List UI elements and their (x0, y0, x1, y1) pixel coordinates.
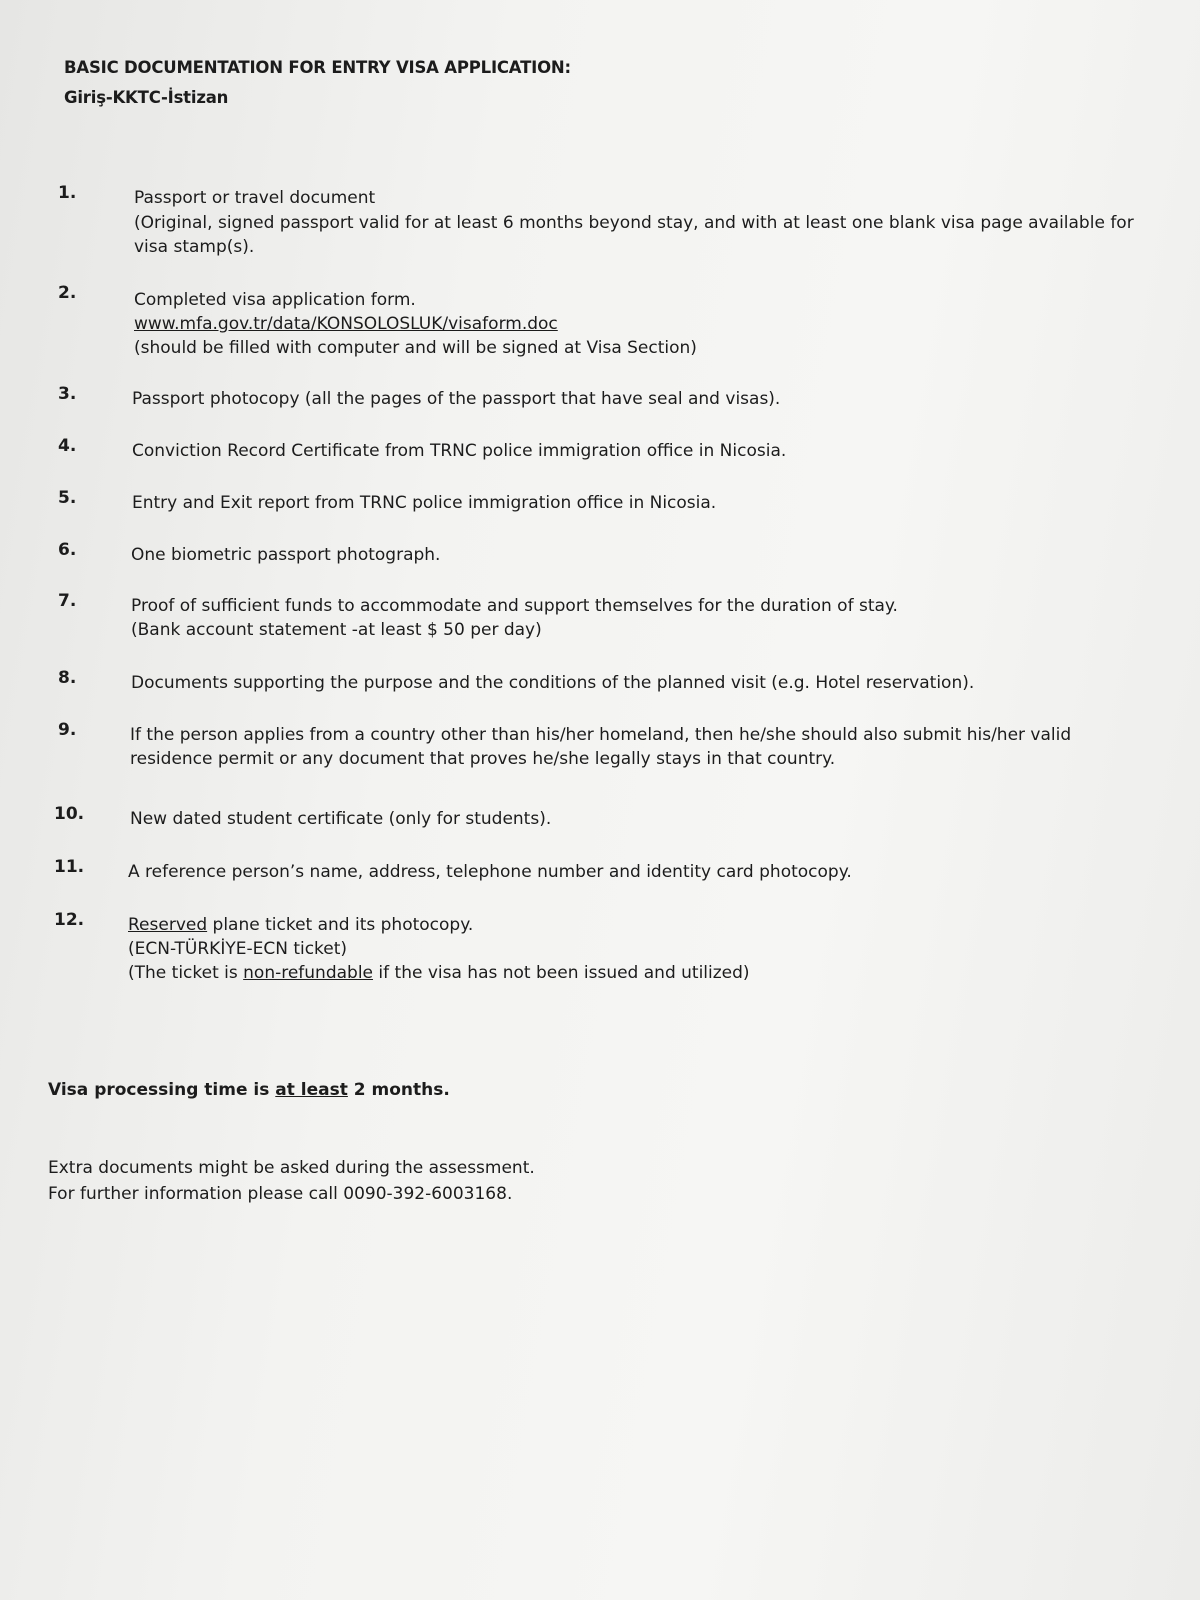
item-number: 8. (58, 668, 77, 688)
item-text: Conviction Record Certificate from TRNC police immigration office in Nicosia. (132, 441, 787, 461)
item-number: 6. (58, 540, 77, 560)
processing-underlined: at least (275, 1080, 348, 1100)
page-subtitle: Giriş-KKTC-İstizan (64, 88, 229, 107)
item-number: 11. (54, 857, 85, 877)
item-text-rest: plane ticket and its photocopy. (207, 915, 474, 935)
processing-pre: Visa processing time is (48, 1080, 276, 1100)
item-text: New dated student certificate (only for students). (130, 809, 552, 829)
footer-note-extra-docs: Extra documents might be asked during the assessment. (48, 1158, 535, 1178)
item-text-pre: (The ticket is (128, 963, 244, 983)
item-text: visa stamp(s). (134, 237, 255, 257)
item-text: (ECN-TÜRKİYE-ECN ticket) (128, 939, 348, 959)
item-text: Entry and Exit report from TRNC police immigration office in Nicosia. (132, 493, 717, 513)
item-number: 12. (54, 910, 85, 930)
item-text: Passport or travel document (134, 188, 376, 208)
item-text: (should be filled with computer and will be signed at Visa Section) (134, 338, 697, 358)
item-text (128, 913, 1168, 937)
processing-post: 2 months. (347, 1080, 450, 1100)
item-number: 3. (58, 384, 77, 404)
item-text: Completed visa application form. (134, 290, 416, 310)
item-number: 4. (58, 436, 77, 456)
visa-form-link[interactable]: www.mfa.gov.tr/data/KONSOLOSLUK/visaform.doc (134, 314, 558, 334)
item-text: Proof of sufficient funds to accommodate and support themselves for the duration of stay. (131, 596, 898, 616)
item-text: Passport photocopy (all the pages of the passport that have seal and visas). (132, 389, 781, 409)
footer-note-contact: For further information please call 0090-392-6003168. (48, 1184, 513, 1204)
item-text: One biometric passport photograph. (131, 545, 441, 565)
item-text: residence permit or any document that proves he/she legally stays in that country. (130, 749, 836, 769)
item-number: 5. (58, 488, 77, 508)
item-text-post: if the visa has not been issued and utilized) (373, 963, 750, 983)
item-text: (Bank account statement -at least $ 50 per day) (131, 620, 542, 640)
underlined-word: Reserved (128, 915, 208, 935)
item-text: A reference person’s name, address, telephone number and identity card photocopy. (128, 862, 852, 882)
underlined-word: non-refundable (243, 963, 374, 983)
processing-time-note (48, 1080, 450, 1100)
item-number: 9. (58, 720, 77, 740)
item-number: 7. (58, 591, 77, 611)
item-text: If the person applies from a country other than his/her homeland, then he/she should also submit his/her valid (130, 725, 1072, 745)
item-number: 2. (58, 283, 77, 303)
item-number: 10. (54, 804, 85, 824)
item-text: (Original, signed passport valid for at least 6 months beyond stay, and with at least one blank visa page available for (134, 213, 1134, 233)
item-text (128, 961, 1168, 985)
item-number: 1. (58, 183, 77, 203)
page-title: BASIC DOCUMENTATION FOR ENTRY VISA APPLICATION: (64, 58, 571, 77)
item-text: Documents supporting the purpose and the conditions of the planned visit (e.g. Hotel reservation). (131, 673, 975, 693)
